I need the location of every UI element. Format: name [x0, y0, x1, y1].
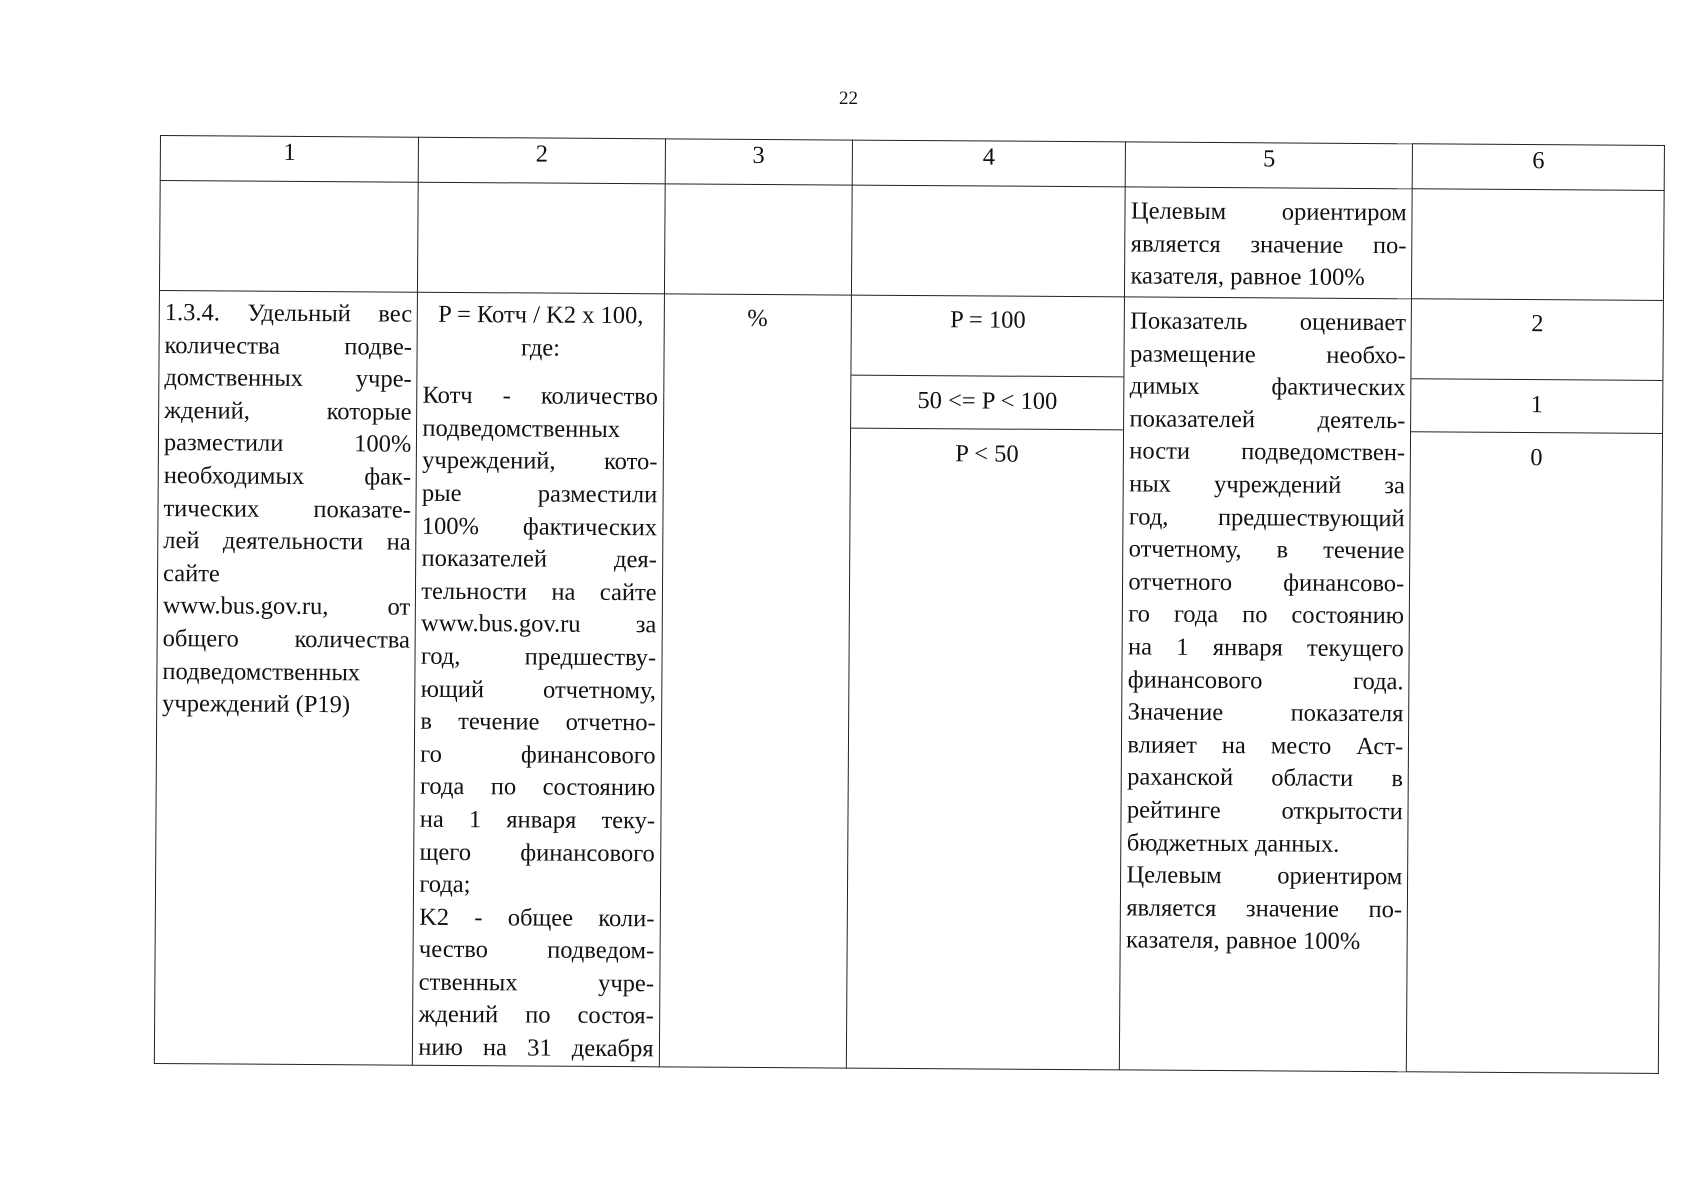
cont-col-2	[418, 182, 665, 294]
cont-col-5-text: Целевым ориентиром является значение по- казателя, равное 100%	[1125, 187, 1413, 299]
scores	[1407, 299, 1664, 1073]
score-1: 2	[1412, 299, 1663, 381]
formula-where: где:	[520, 333, 561, 362]
header-col-4: 4	[852, 140, 1126, 187]
header-col-6: 6	[1412, 144, 1664, 191]
unit: %	[659, 294, 851, 1068]
condition-3: P < 50	[955, 440, 1019, 468]
indicator-row	[154, 290, 1663, 1073]
header-col-2: 2	[419, 137, 666, 184]
indicator-description: Показатель оценивает размещение необхо- димых фактических показателей деятель- ности подведомствен- ных учреждений за год, предшествующий отчетному, в течение отчетного финансово- го года по состоянию на 1 января текущего финансового года. Значение показателя влияет на место Аст- раханской области в рейтинге открытости бюджетных данных. Целевым ориентиром является значение по- казателя, равное 100%	[1120, 297, 1412, 1072]
indicator-name: 1.3.4. Удельный вес количества подве- домственных учре- ждений, которые разместили 100% необходимых фак- тических показате- лей деятельности на сайте www.bus.gov.ru, от общего количества подведомственных учреждений (P19)	[154, 290, 417, 1064]
page-number: 22	[839, 88, 858, 109]
conditions	[846, 295, 1125, 1069]
continuation-row	[159, 181, 1664, 301]
header-col-5: 5	[1126, 142, 1413, 189]
cont-col-1	[159, 181, 418, 293]
cont-col-4	[851, 185, 1125, 297]
formula: P = Котч / K2 x 100,	[438, 300, 644, 330]
header-col-3: 3	[665, 139, 852, 185]
cont-col-6	[1412, 189, 1665, 301]
condition-1: P = 100	[851, 296, 1124, 378]
cont-col-3	[664, 184, 852, 295]
calculation-method: P = Котч / K2 x 100, где: Котч - количество подведомственных учреждений, кото- рые разместили 100% фактических показателей дея- тельности на сайте www.bus.gov.ru за год, предшеству- ющий отчетному, в течение отчетно- го финансового года по состоянию на 1 января теку- щего финансового года; K2 - общее коли- чество подведом- ственных учре- ждений по состоя- нию на 31 декабря	[413, 292, 664, 1066]
score-2: 1	[1411, 379, 1662, 434]
header-col-1: 1	[160, 136, 419, 183]
condition-2: 50 <= P < 100	[851, 376, 1124, 431]
indicator-table	[154, 135, 1665, 1074]
score-3: 0	[1530, 444, 1543, 472]
